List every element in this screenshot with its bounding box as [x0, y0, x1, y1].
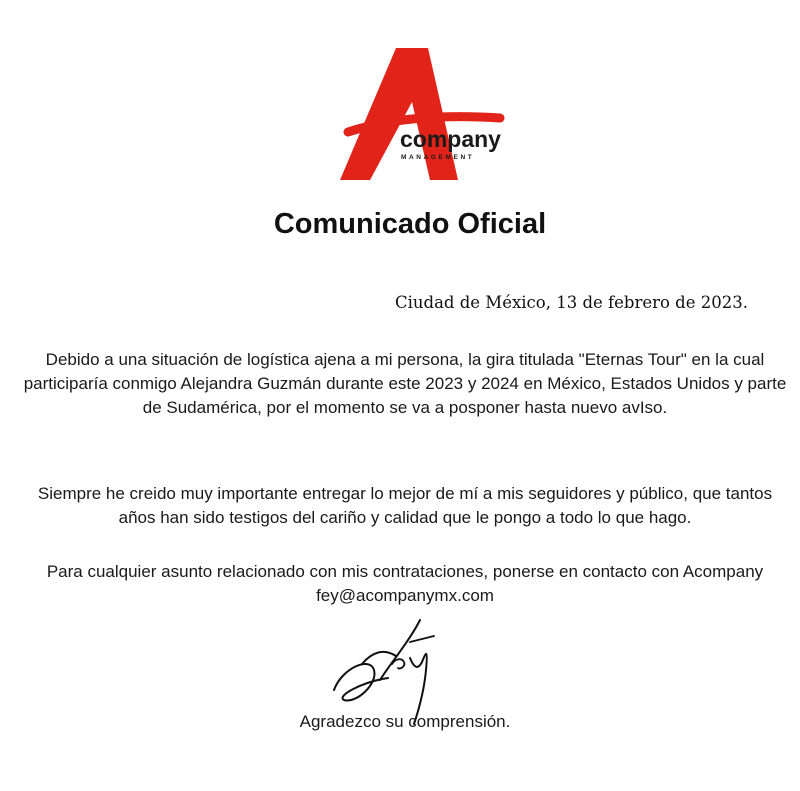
logo-tagline: MANAGEMENT	[401, 154, 475, 161]
handwritten-signature	[322, 612, 472, 727]
page-title: Comunicado Oficial	[273, 208, 547, 240]
body-paragraph-2: Siempre he creido muy importante entregar lo mejor de mí a mis seguidores y público, que tantos años han sido testigos del cariño y calidad que le pongo a todo lo que hago.	[37, 484, 773, 527]
body-paragraph-1: Debido a una situación de logística ajena a mi persona, la gira titulada "Eternas Tour" en la cual participaría conmigo Alejandra Guzmán durante este 2023 y 2024 en México, Estados Unidos y parte de Sudamérica, por el momento se va a posponer hasta nuevo avIso.	[23, 350, 787, 417]
logo-wordmark: company	[400, 126, 501, 152]
signature	[322, 612, 472, 727]
company-logo	[330, 40, 510, 185]
closing-line: Agradezco su comprensión.	[299, 712, 511, 731]
body-paragraph-3: Para cualquier asunto relacionado con mis contrataciones, ponerse en contacto con Acompany fey@acompanymx.com	[46, 562, 764, 605]
acompany-logo-mark	[330, 40, 510, 185]
dateline: Ciudad de México, 13 de febrero de 2023.	[395, 293, 748, 312]
